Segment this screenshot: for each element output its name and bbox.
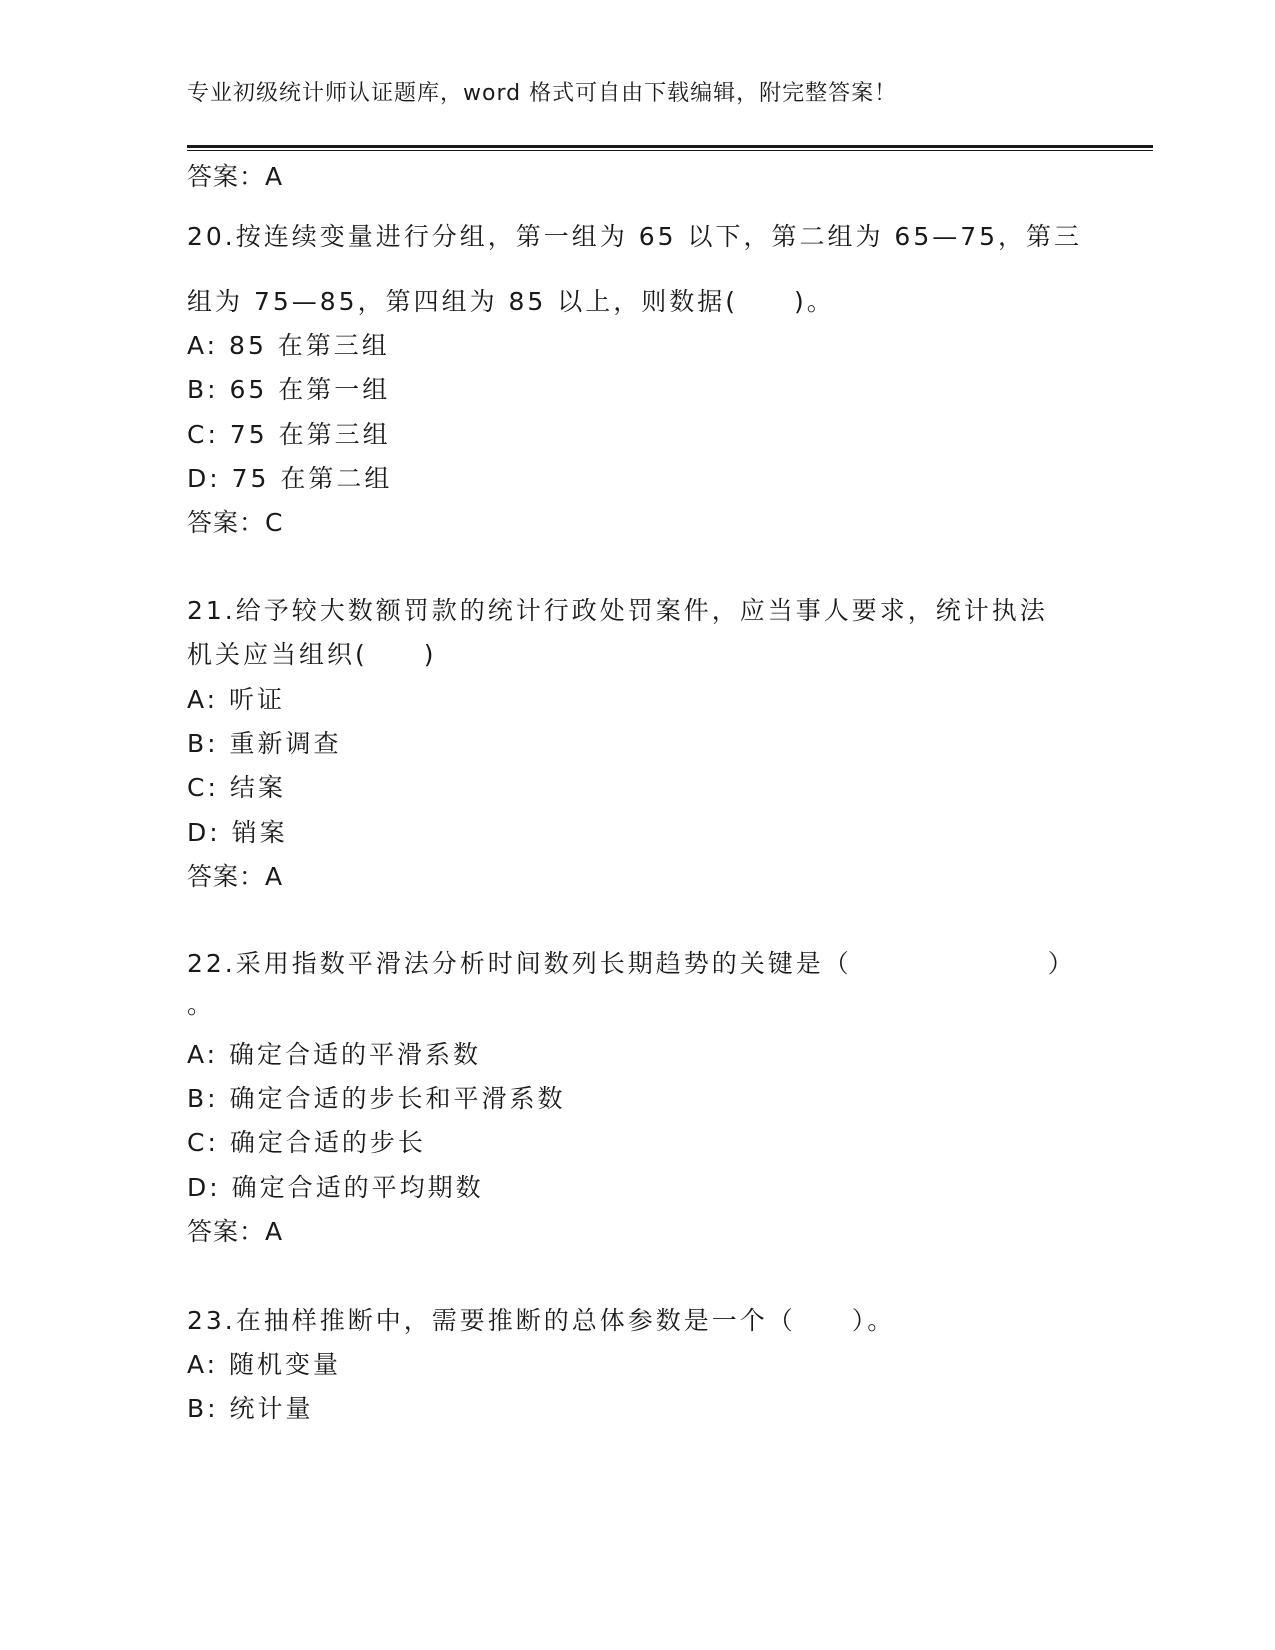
option-c: C: 确定合适的步长 (187, 1128, 426, 1157)
option-b: B: 统计量 (187, 1394, 314, 1423)
option-a: A: 随机变量 (187, 1350, 342, 1379)
option-a: A: 85 在第三组 (187, 331, 390, 360)
answer-prev: 答案：A (187, 162, 284, 191)
answer: 答案：A (187, 862, 284, 891)
option-d: D: 销案 (187, 818, 288, 847)
option-b: B: 重新调查 (187, 729, 342, 758)
question-stem: 。 (187, 990, 216, 1019)
option-a: A: 听证 (187, 685, 286, 714)
question-stem: 22.采用指数平滑法分析时间数列长期趋势的关键是（ ） (187, 949, 1076, 978)
header-text: 专业初级统计师认证题库，word 格式可自由下载编辑，附完整答案！ (187, 81, 898, 106)
question-stem: 机关应当组织( ) (187, 640, 437, 669)
question-stem: 20.按连续变量进行分组，第一组为 65 以下，第二组为 65—75，第三 (187, 222, 1083, 251)
option-b: B: 65 在第一组 (187, 375, 391, 404)
header-rule-thick (187, 145, 1153, 148)
option-c: C: 75 在第三组 (187, 420, 391, 449)
question-stem: 21.给予较大数额罚款的统计行政处罚案件，应当事人要求，统计执法 (187, 596, 1048, 625)
answer: 答案：C (187, 508, 284, 537)
option-c: C: 结案 (187, 773, 286, 802)
question-stem: 23.在抽样推断中，需要推断的总体参数是一个（ ）。 (187, 1306, 896, 1335)
question-stem: 组为 75—85，第四组为 85 以上，则数据( )。 (187, 287, 835, 316)
header-rule-thin (187, 150, 1153, 151)
option-d: D: 确定合适的平均期数 (187, 1173, 484, 1202)
option-a: A: 确定合适的平滑系数 (187, 1040, 482, 1069)
option-d: D: 75 在第二组 (187, 464, 393, 493)
answer: 答案：A (187, 1217, 284, 1246)
option-b: B: 确定合适的步长和平滑系数 (187, 1084, 566, 1113)
